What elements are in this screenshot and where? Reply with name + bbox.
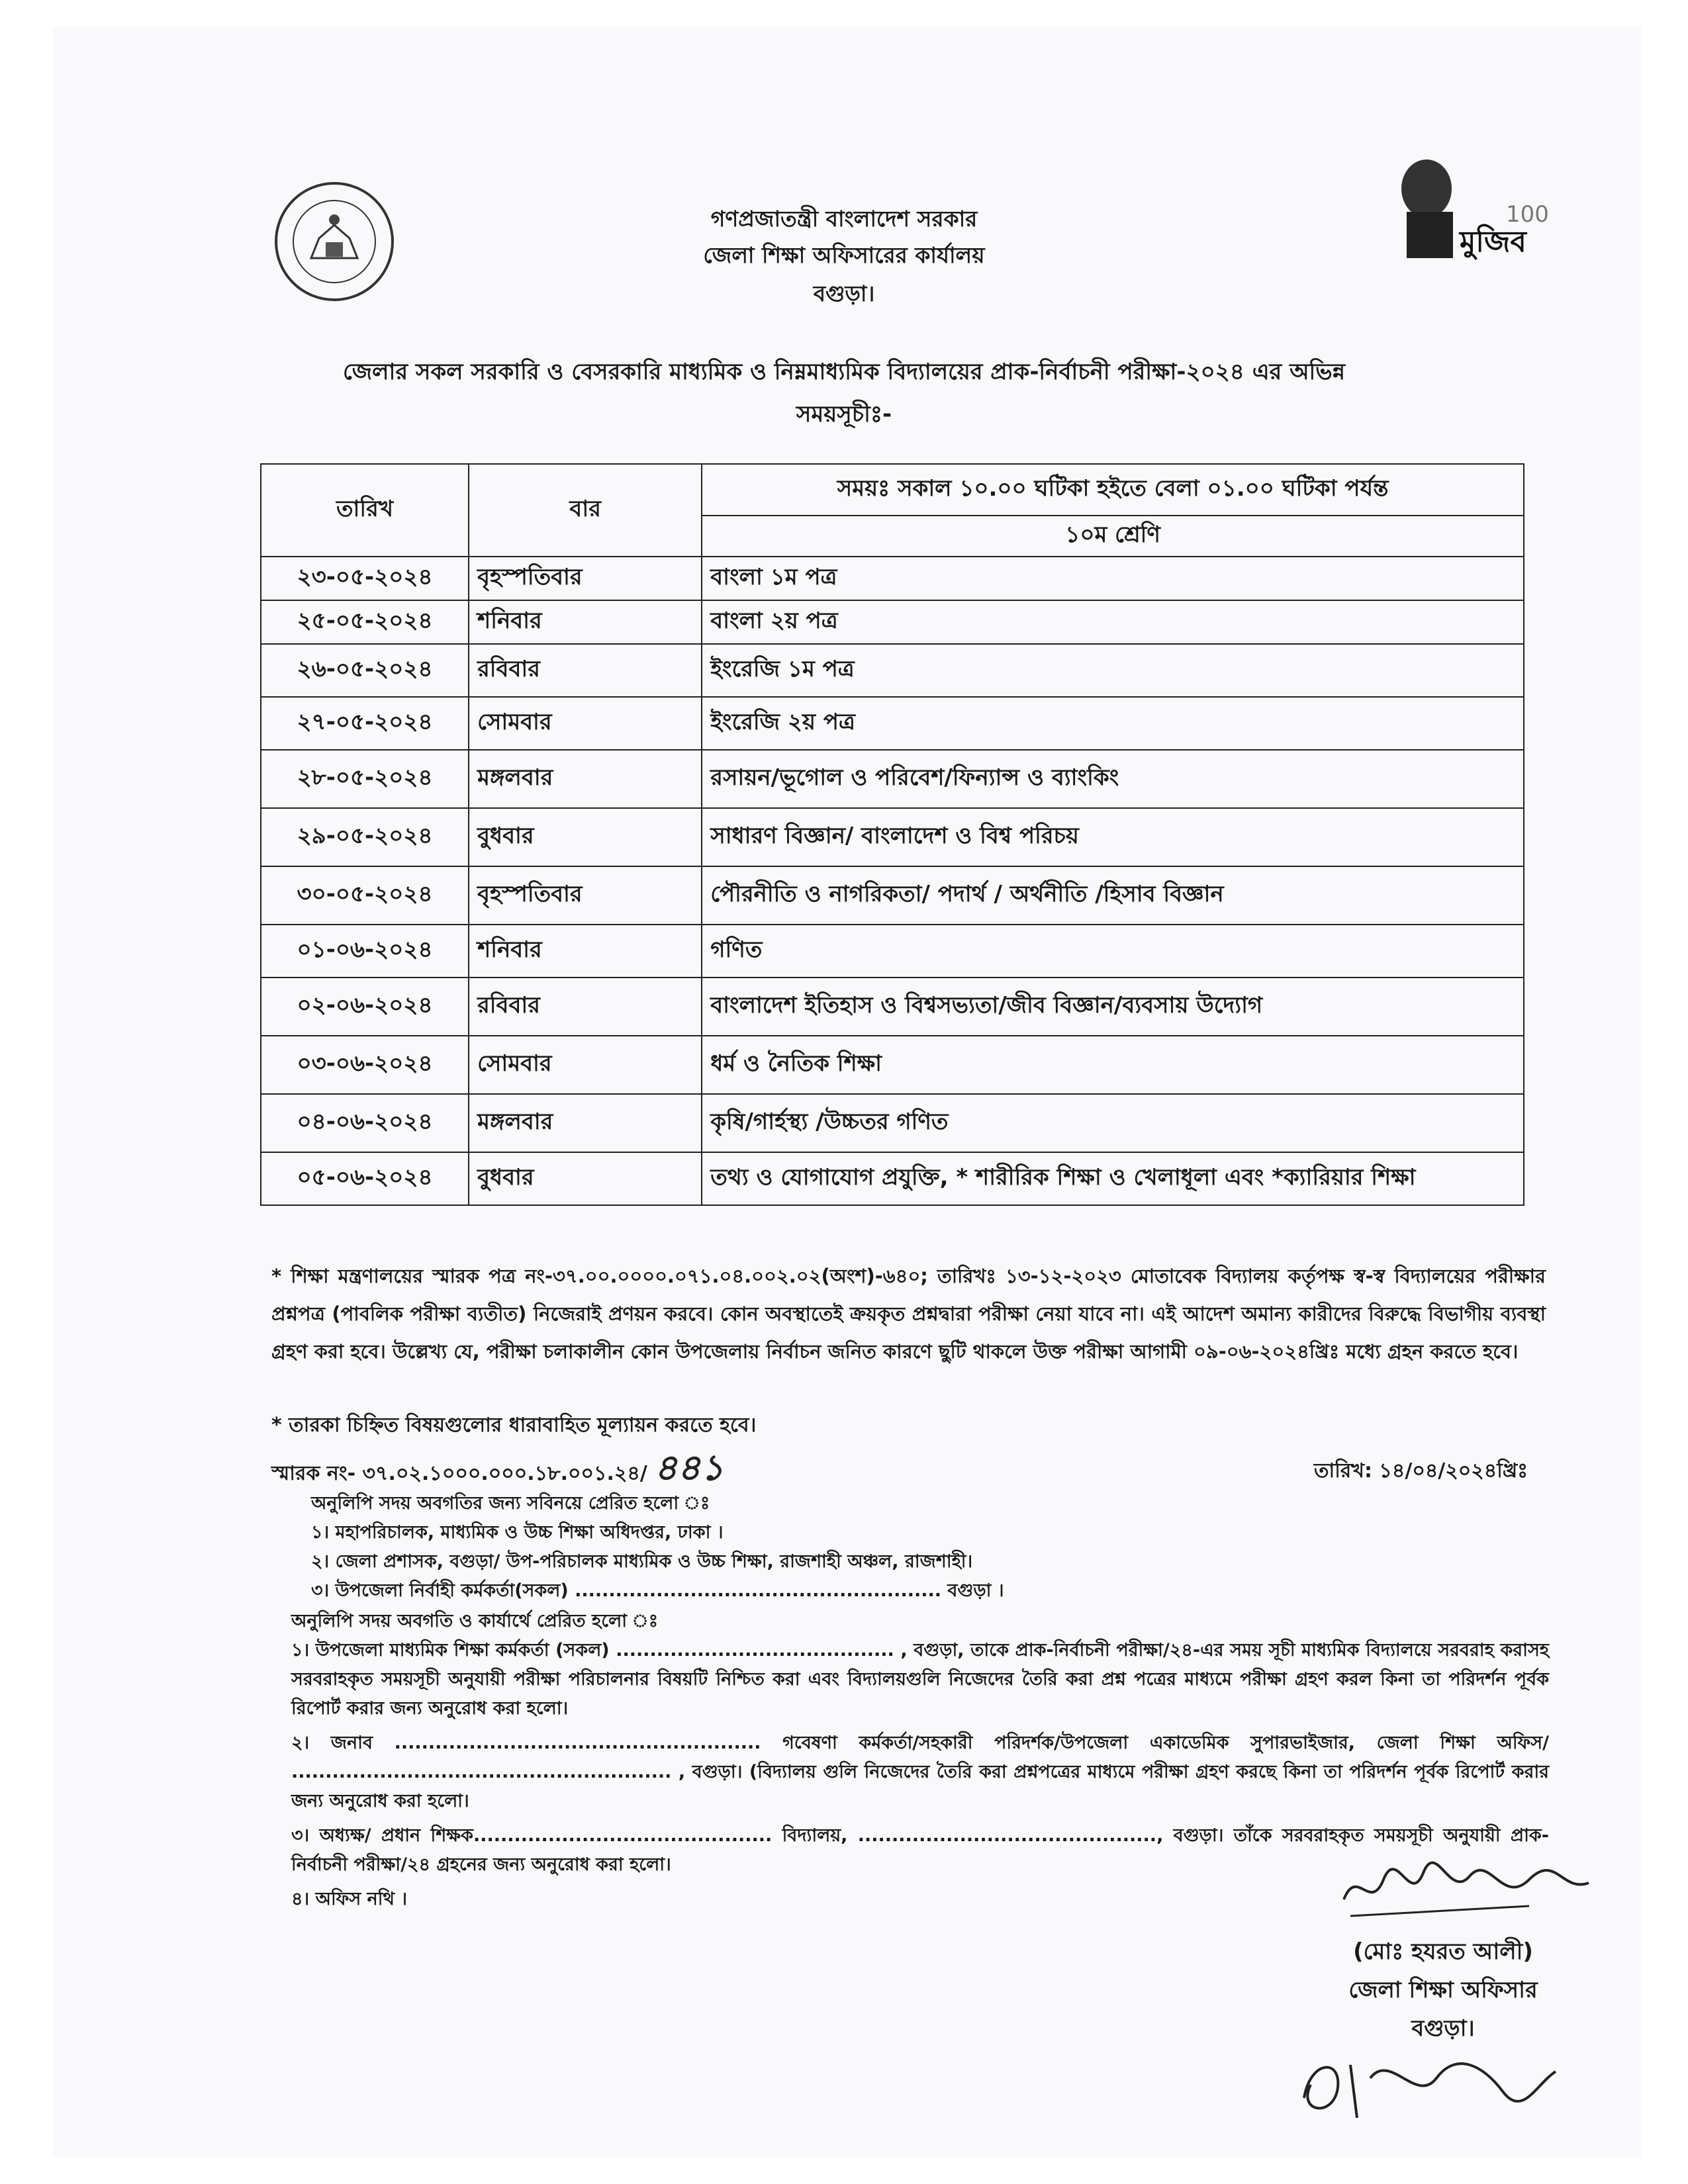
star-note: * তারকা চিহ্নিত বিষয়গুলোর ধারাবাহিত মূল্যায়ন করতে হবে। xyxy=(271,1414,757,1437)
row-date: ২৭-০৫-২০২৪ xyxy=(261,697,469,750)
signatory-place: বগুড়া। xyxy=(1411,2015,1475,2042)
row-day: রবিবার xyxy=(469,644,702,697)
memo-handwritten-number: ৪৪১ xyxy=(654,1446,724,1488)
column-header-day: বার xyxy=(469,464,702,557)
row-date: ২৩-০৫-২০২৪ xyxy=(261,557,469,600)
row-subject: ইংরেজি ২য় পত্র xyxy=(702,697,1524,750)
copy-list-2-item: ৪। অফিস নথি । xyxy=(291,1889,408,1909)
row-day: সোমবার xyxy=(469,697,702,750)
signature-block xyxy=(1324,1933,1562,2048)
table-row xyxy=(261,644,1524,697)
table-row xyxy=(261,808,1524,866)
row-date: ২৮-০৫-২০২৪ xyxy=(261,750,469,808)
row-date: ০২-০৬-২০২৪ xyxy=(261,978,469,1036)
row-date: ০৫-০৬-২০২৪ xyxy=(261,1152,469,1205)
header-place: বগুড়া। xyxy=(813,281,875,306)
row-subject: ধর্ম ও নৈতিক শিক্ষা xyxy=(702,1036,1524,1094)
row-date: ০৩-০৬-২০২৪ xyxy=(261,1036,469,1094)
memo-reference xyxy=(271,1446,724,1488)
copy-list-1-heading: অনুলিপি সদয় অবগতির জন্য সবিনয়ে প্রেরিত হলো ঃ xyxy=(311,1493,710,1514)
row-subject: বাংলা ১ম পত্র xyxy=(702,557,1524,600)
row-day: মঙ্গলবার xyxy=(469,750,702,808)
time-header: সময়ঃ সকাল ১০.০০ ঘটিকা হইতে বেলা ০১.০০ ঘটিকা পর্যন্ত xyxy=(702,464,1524,516)
row-subject: কৃষি/গার্হস্থ্য /উচ্চতর গণিত xyxy=(702,1094,1524,1152)
header-government: গণপ্রজাতন্ত্রী বাংলাদেশ সরকার xyxy=(710,206,978,232)
row-subject: রসায়ন/ভূগোল ও পরিবেশ/ফিন্যান্স ও ব্যাংকিং xyxy=(702,750,1524,808)
row-date: ২৯-০৫-২০২৪ xyxy=(261,808,469,866)
exam-schedule-table xyxy=(260,463,1524,1206)
row-date: ২৬-০৫-২০২৪ xyxy=(261,644,469,697)
column-header-date: তারিখ xyxy=(261,464,469,557)
table-row xyxy=(261,866,1524,925)
memo-number: স্মারক নং- ৩৭.০২.১০০০.০০০.১৮.০০১.২৪/ xyxy=(271,1462,647,1485)
table-row xyxy=(261,925,1524,978)
document-title xyxy=(265,351,1423,435)
table-row xyxy=(261,557,1524,600)
handwritten-initial-signature-icon xyxy=(1284,2038,1562,2131)
row-subject: বাংলাদেশ ইতিহাস ও বিশ্বসভ্যতা/জীব বিজ্ঞান/ব্যবসায় উদ্যোগ xyxy=(702,978,1524,1036)
header-office: জেলা শিক্ষা অফিসারের কার্যালয় xyxy=(703,242,985,268)
handwritten-signature-icon xyxy=(1331,1853,1595,1933)
copy-list-1 xyxy=(311,1489,1536,1606)
row-subject: পৌরনীতি ও নাগরিকতা/ পদার্থ / অর্থনীতি /হিসাব বিজ্ঞান xyxy=(702,866,1524,925)
table-row xyxy=(261,1094,1524,1152)
table-row xyxy=(261,1036,1524,1094)
row-date: ৩০-০৫-২০২৪ xyxy=(261,866,469,925)
row-day: শনিবার xyxy=(469,925,702,978)
title-line-2: সময়সূচীঃ- xyxy=(796,401,892,428)
signatory-designation: জেলা শিক্ষা অফিসার xyxy=(1348,1977,1538,2003)
government-emblem-icon xyxy=(271,179,397,304)
class-header: ১০ম শ্রেণি xyxy=(702,516,1524,557)
row-subject: সাধারণ বিজ্ঞান/ বাংলাদেশ ও বিশ্ব পরিচয় xyxy=(702,808,1524,866)
row-date: ২৫-০৫-২০২৪ xyxy=(261,600,469,644)
row-subject: তথ্য ও যোগাযোগ প্রযুক্তি, * শারীরিক শিক্ষা ও খেলাধূলা এবং *ক্যারিয়ার শিক্ষা xyxy=(702,1152,1524,1205)
table-row xyxy=(261,1152,1524,1205)
mujib-100-logo-icon xyxy=(1380,152,1549,265)
copy-list-2-item: ৩। অধ্যক্ষ/ প্রধান শিক্ষক............................................ বিদ্যালয়, ............................................, বগুড়া। তাঁকে সরবরাহকৃত সময়সূচী অনুযায়ী প্রাক-নির্বাচনী পরীক্ষা/২৪ গ্রহনের জন্য অনুরোধ করা হলো। xyxy=(291,1825,1549,1875)
copy-list-1-item: ২। জেলা প্রশাসক, বগুড়া/ উপ-পরিচালক মাধ্যমিক ও উচ্চ শিক্ষা, রাজশাহী অঞ্চল, রাজশাহী। xyxy=(311,1551,973,1572)
table-row xyxy=(261,978,1524,1036)
row-day: মঙ্গলবার xyxy=(469,1094,702,1152)
copy-list-2-heading: অনুলিপি সদয় অবগতি ও কার্যার্থে প্রেরিত হলো ঃ xyxy=(291,1611,659,1631)
svg-text:মুজিব: মুজিব xyxy=(1460,225,1526,259)
instruction-note: * শিক্ষা মন্ত্রণালয়ের স্মারক পত্র নং-৩৭.০০.০০০০.০৭১.০৪.০০২.০২(অংশ)-৬৪০; তারিখঃ ১৩-১২-২০২৩ মোতাবেক বিদ্যালয় কর্তৃপক্ষ স্ব-স্ব বিদ্যালয়ের পরীক্ষার প্রশ্নপত্র (পাবলিক পরীক্ষা ব্যতীত) নিজেরাই প্রণয়ন করবে। কোন অবস্থাতেই ক্রয়কৃত প্রশ্নদ্বারা পরীক্ষা নেয়া যাবে না। এই আদেশ অমান্য কারীদের বিরুদ্ধে বিভাগীয় ব্যবস্থা গ্রহণ করা হবে। উল্লেখ্য যে, পরীক্ষা চলাকালীন কোন উপজেলায় নির্বাচন জনিত কারণে ছুটি থাকলে উক্ত পরীক্ষা আগামী ০৯-০৬-২০২৪খ্রিঃ মধ্যে গ্রহন করতে হবে। xyxy=(271,1265,1546,1363)
row-subject: ইংরেজি ১ম পত্র xyxy=(702,644,1524,697)
table-row xyxy=(261,600,1524,644)
svg-text:100: 100 xyxy=(1506,201,1549,228)
row-day: রবিবার xyxy=(469,978,702,1036)
memo-date: তারিখ: ১৪/০৪/২০২৪খ্রিঃ xyxy=(1314,1459,1528,1482)
row-day: শনিবার xyxy=(469,600,702,644)
row-day: সোমবার xyxy=(469,1036,702,1094)
row-day: বুধবার xyxy=(469,808,702,866)
copy-list-1-item: ৩। উপজেলা নির্বাহী কর্মকর্তা(সকল) ...................................................... বগুড়া । xyxy=(311,1580,1004,1601)
row-day: বুধবার xyxy=(469,1152,702,1205)
signatory-name: (মোঃ হযরত আলী) xyxy=(1353,1938,1533,1965)
copy-list-2-item: ২। জনাব ...................................................... গবেষণা কর্মকর্তা/সহকারী পরিদর্শক/উপজেলা একাডেমিক সুপারভাইজার, জেলা শিক্ষা অফিস/ ........................................................ , বগুড়া। (বিদ্যালয় গুলি নিজেদের তৈরি করা প্রশ্নপত্রের মাধ্যমে পরীক্ষা গ্রহণ করছে কিনা তা পরিদর্শন পূর্বক রিপোর্ট করার জন্য অনুরোধ করা হলো। xyxy=(291,1733,1549,1811)
table-row xyxy=(261,697,1524,750)
table-row xyxy=(261,750,1524,808)
row-subject: বাংলা ২য় পত্র xyxy=(702,600,1524,644)
title-line-1: জেলার সকল সরকারি ও বেসরকারি মাধ্যমিক ও নিম্নমাধ্যমিক বিদ্যালয়ের প্রাক-নির্বাচনী পরীক্ষা-২০২৪ এর অভিন্ন xyxy=(342,359,1346,385)
copy-list-1-item: ১। মহাপরিচালক, মাধ্যমিক ও উচ্চ শিক্ষা অধিদপ্তর, ঢাকা । xyxy=(311,1522,724,1543)
row-day: বৃহস্পতিবার xyxy=(469,866,702,925)
row-date: ০৪-০৬-২০২৪ xyxy=(261,1094,469,1152)
copy-list-2-item: ১। উপজেলা মাধ্যমিক শিক্ষা কর্মকর্তা (সকল) ......................................... , বগুড়া, তাকে প্রাক-নির্বাচনী পরীক্ষা/২৪-এর সময় সূচী মাধ্যমিক বিদ্যালয়ে সরবরাহ করাসহ সরবরাহকৃত সময়সূচী অনুযায়ী পরীক্ষা পরিচালনার বিষয়টি নিশ্চিত করা এবং বিদ্যালয়গুলি নিজেদের তৈরি করা প্রশ্ন পত্রের মাধ্যমে পরীক্ষা গ্রহণ করল কিনা তা পরিদর্শন পূর্বক রিপোর্ট করার জন্য অনুরোধ করা হলো। xyxy=(291,1640,1549,1719)
row-subject: গণিত xyxy=(702,925,1524,978)
row-date: ০১-০৬-২০২৪ xyxy=(261,925,469,978)
row-day: বৃহস্পতিবার xyxy=(469,557,702,600)
